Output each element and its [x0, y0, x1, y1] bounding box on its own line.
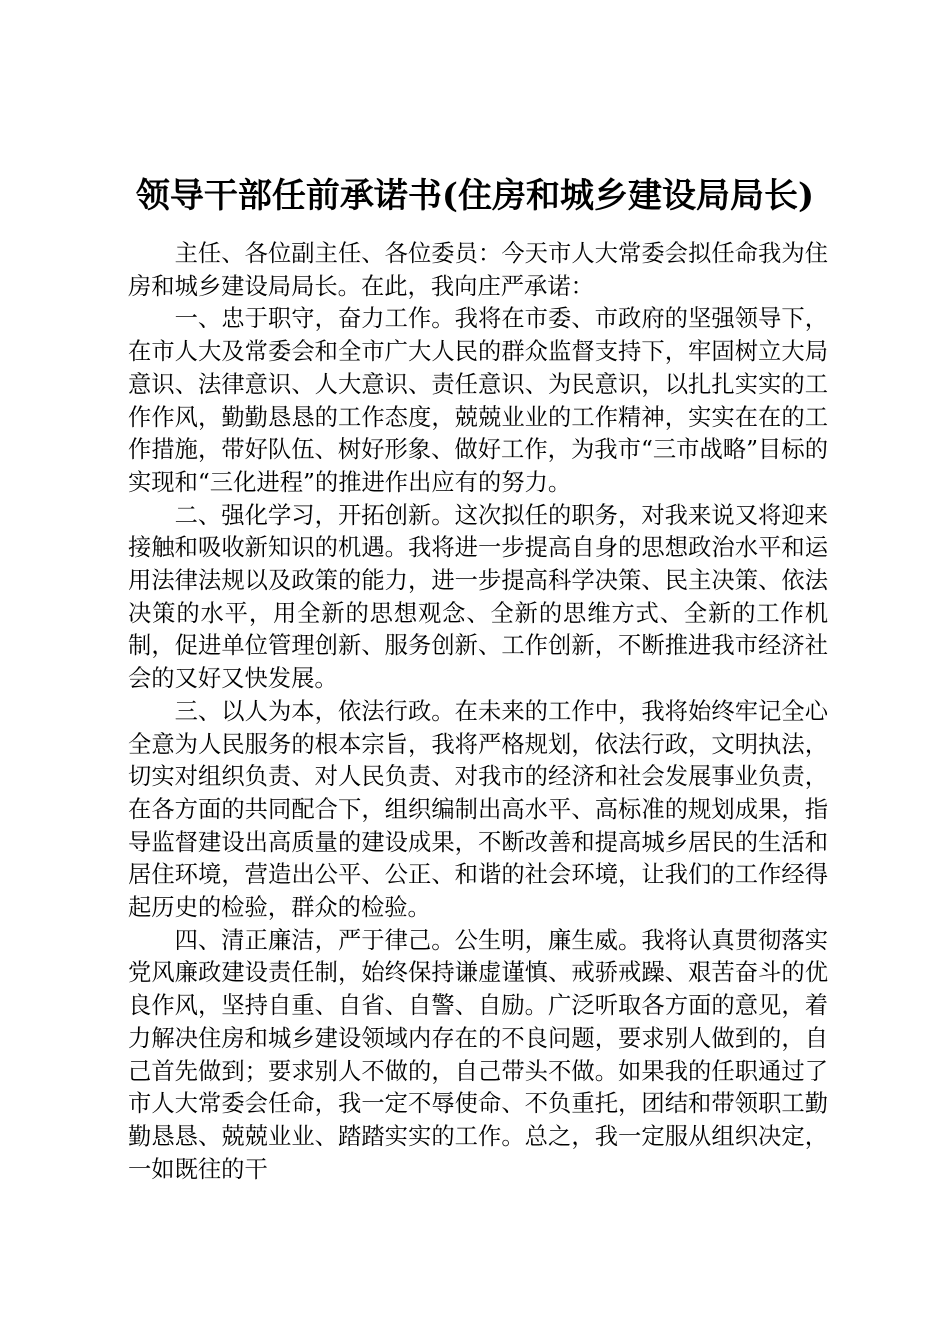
paragraph-intro: 主任、各位副主任、各位委员：今天市人大常委会拟任命我为住房和城乡建设局局长。在此，我向庄严承诺：	[128, 240, 828, 300]
paragraph-1: 一、忠于职守，奋力工作。我将在市委、市政府的坚强领导下，在市人大及常委会和全市广大人民的群众监督支持下，牢固树立大局意识、法律意识、人大意识、责任意识、为民意识，以扎扎实实的工作作风，勤勤恳恳的工作态度，兢兢业业的工作精神，实实在在的工作措施，带好队伍、树好形象、做好工作，为我市“三市战略”目标的实现和“三化进程”的推进作出应有的努力。	[128, 305, 828, 496]
document-body	[128, 238, 828, 1186]
paragraph-2: 二、强化学习，开拓创新。这次拟任的职务，对我来说又将迎来接触和吸收新知识的机遇。我将进一步提高自身的思想政治水平和运用法律法规以及政策的能力，进一步提高科学决策、民主决策、依法决策的水平，用全新的思想观念、全新的思维方式、全新的工作机制，促进单位管理创新、服务创新、工作创新，不断推进我市经济社会的又好又快发展。	[128, 501, 828, 693]
document-title: 领导干部任前承诺书(住房和城乡建设局局长)	[135, 176, 815, 216]
paragraph-3: 三、以人为本，依法行政。在未来的工作中，我将始终牢记全心全意为人民服务的根本宗旨，我将严格规划，依法行政，文明执法，切实对组织负责、对人民负责、对我市的经济和社会发展事业负责，在各方面的共同配合下，组织编制出高水平、高标准的规划成果，指导监督建设出高质量的建设成果，不断改善和提高城乡居民的生活和居住环境，营造出公平、公正、和谐的社会环境，让我们的工作经得起历史的检验，群众的检验。	[128, 697, 828, 922]
paragraph-4: 四、清正廉洁，严于律己。公生明，廉生威。我将认真贯彻落实党风廉政建设责任制，始终保持谦虚谨慎、戒骄戒躁、艰苦奋斗的优良作风，坚持自重、自省、自警、自励。广泛听取各方面的意见，着力解决住房和城乡建设领域内存在的不良问题，要求别人做到的，自己首先做到；要求别人不做的，自己带头不做。如果我的任职通过了市人大常委会任命，我一定不辱使命、不负重托，团结和带领职工勤勤恳恳、兢兢业业、踏踏实实的工作。总之，我一定服从组织决定，一如既往的干	[128, 926, 828, 1183]
